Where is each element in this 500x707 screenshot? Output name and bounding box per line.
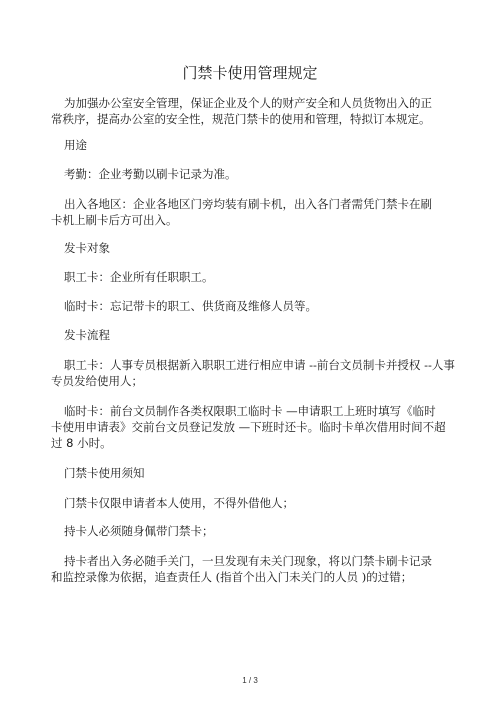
section-heading-usage-notes: 门禁卡使用须知	[64, 466, 145, 480]
line-text: 小时。	[73, 436, 112, 450]
paragraph-attendance: 考勤：企业考勤以刷卡记录为准。	[64, 167, 237, 181]
paragraph-line	[51, 435, 436, 451]
paragraph-line: 持卡者出入务必随手关门，一旦发现有未关门现象，将以门禁卡刷卡记录	[64, 554, 432, 568]
paragraph-staff-card-process	[51, 357, 455, 389]
paragraph-line: 出入各地区：企业各地区门旁均装有刷卡机，出入各门者需凭门禁卡在刷	[64, 197, 432, 211]
paragraph-line: 专员发给使用人；	[51, 374, 143, 388]
document-title: 门禁卡使用管理规定	[182, 64, 318, 82]
paragraph-line: 卡机上刷卡后方可出入。	[51, 213, 178, 227]
section-heading-issue-process: 发卡流程	[64, 328, 110, 342]
paragraph-access	[51, 196, 436, 228]
paragraph-close-door	[51, 553, 436, 585]
paragraph-no-lending: 门禁卡仅限申请者本人使用，不得外借他人；	[64, 496, 294, 510]
page-indicator: 1 / 3	[242, 676, 258, 685]
paragraph-line: 为加强办公室安全管理，保证企业及个人的财产安全和人员货物出入的正	[64, 96, 432, 110]
section-heading-card-holders: 发卡对象	[64, 241, 110, 255]
paragraph-line: 卡使用申请表》交前台文员登记发放 —下班时还卡。临时卡单次借用时间不超	[51, 420, 446, 434]
paragraph-line: 临时卡：前台文员制作各类权限职工临时卡 —申请职工上班时填写《临时	[64, 404, 436, 418]
paragraph-staff-card: 职工卡：企业所有任职职工。	[64, 270, 214, 284]
section-heading-usage: 用途	[64, 138, 87, 152]
paragraph-line: 常秩序，提高办公室的安全性，规范门禁卡的使用和管理，特拟订本规定。	[51, 112, 431, 126]
hours-value: 8	[66, 436, 74, 450]
paragraph-temp-card-process	[51, 403, 446, 451]
paragraph-temp-card: 临时卡：忘记带卡的职工、供货商及维修人员等。	[64, 299, 317, 313]
paragraph-line: 和监控录像为依据，追查责任人 (指首个出入门未关门的人员 )的过错；	[51, 570, 413, 584]
line-text: 过	[51, 436, 67, 450]
paragraph-intro	[51, 95, 436, 127]
paragraph-line: 职工卡：人事专员根据新入职职工进行相应申请 --前台文员制卡并授权 --人事	[64, 358, 455, 372]
paragraph-carry-card: 持卡人必须随身佩带门禁卡；	[64, 524, 214, 538]
